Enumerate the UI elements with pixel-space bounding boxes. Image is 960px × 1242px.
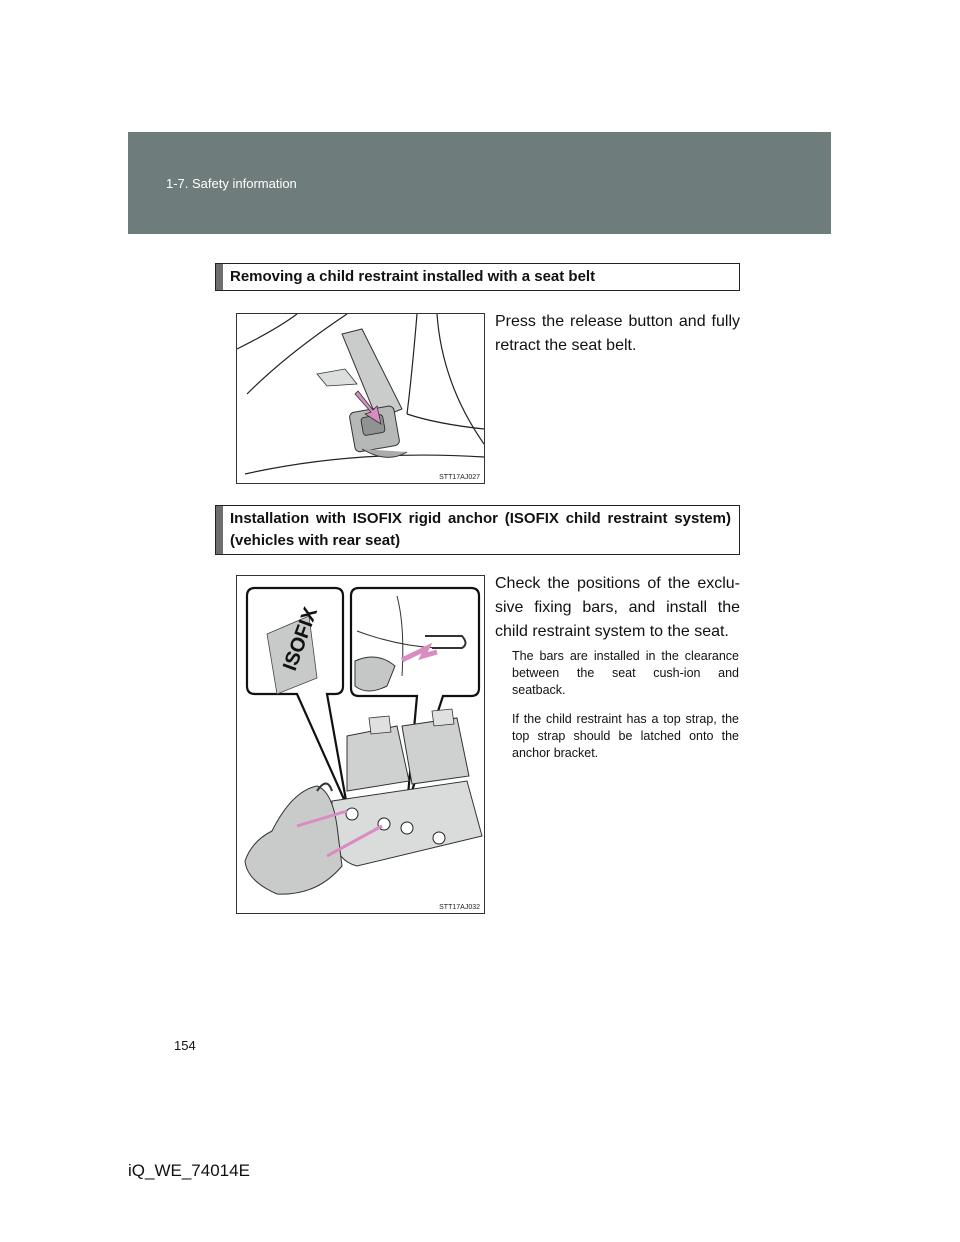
seatbelt-release-illustration bbox=[237, 314, 484, 483]
section-heading-text: Removing a child restraint installed with a seat belt bbox=[230, 268, 596, 285]
section-heading-text: Installation with ISOFIX rigid anchor (ISOFIX child restraint system) (vehicles with rear seat) bbox=[230, 510, 731, 549]
heading-bar bbox=[216, 506, 223, 554]
page-number: 154 bbox=[174, 1038, 196, 1053]
note-text: The bars are installed in the clearance between the seat cush-ion and seatback. bbox=[512, 649, 739, 697]
section-heading-isofix bbox=[215, 505, 740, 555]
figure-code: STT17AJ032 bbox=[439, 904, 480, 911]
isofix-installation-figure bbox=[236, 575, 485, 914]
doc-code: iQ_WE_74014E bbox=[128, 1161, 250, 1180]
note-text: If the child restraint has a top strap, the top strap should be latched onto the anchor bracket. bbox=[512, 712, 739, 760]
figure-code: STT17AJ027 bbox=[439, 474, 480, 481]
instruction-text: Check the positions of the exclu-sive fixing bars, and install the child restraint system to the seat. bbox=[495, 575, 740, 640]
section-label: 1-7. Safety information bbox=[166, 176, 297, 191]
instruction-text: Press the release button and fully retract the seat belt. bbox=[495, 313, 740, 354]
seatbelt-release-figure bbox=[236, 313, 485, 484]
heading-bar bbox=[216, 264, 223, 290]
isofix-label: ISOFIX bbox=[279, 604, 323, 674]
isofix-illustration bbox=[237, 576, 484, 913]
section-heading-removing bbox=[215, 263, 740, 291]
